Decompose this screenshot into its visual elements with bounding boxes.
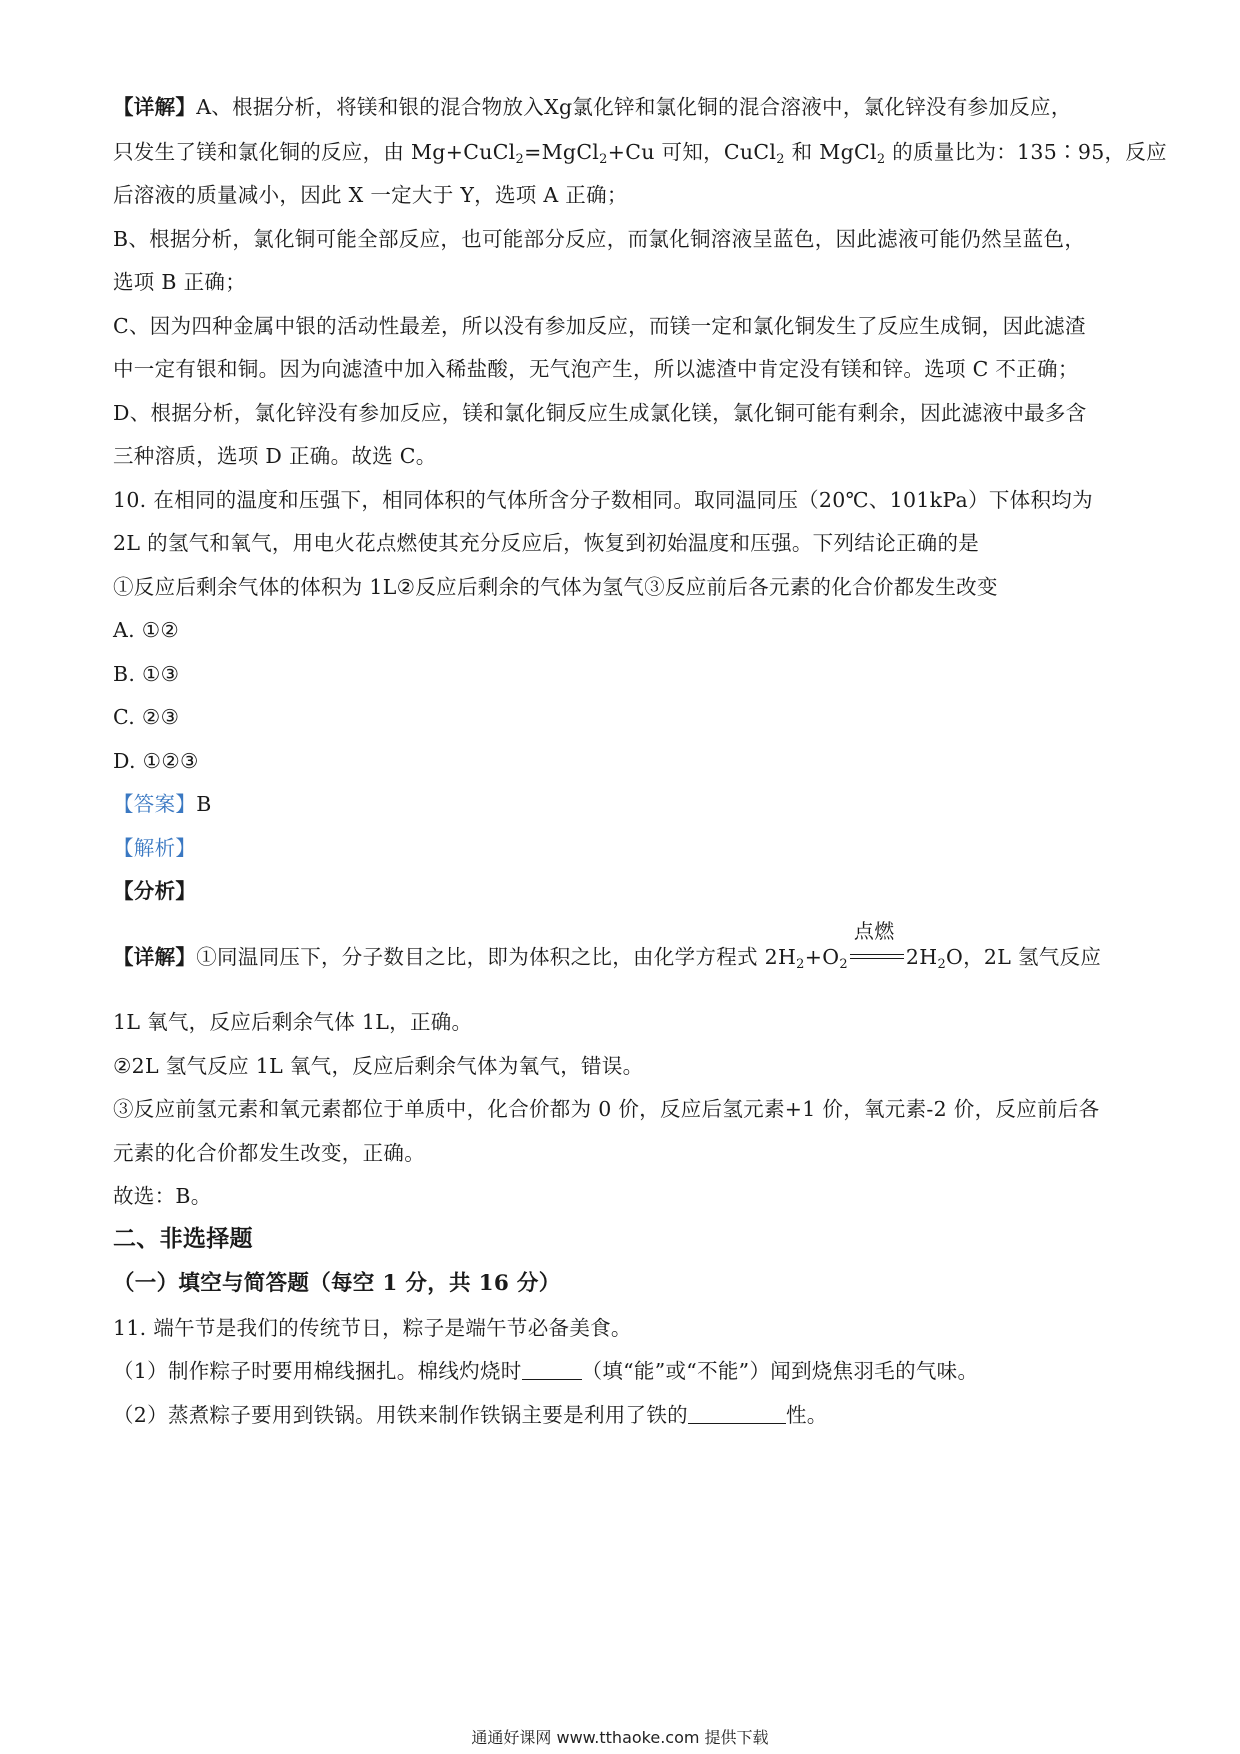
question-10-line-2: 2L 的氢气和氧气，用电火花点燃使其充分反应后，恢复到初始温度和压强。下列结论正确的是 [113,531,980,555]
option-c: C. ②③ [113,705,180,729]
answer-blank-2[interactable] [688,1403,786,1424]
question-10-line-1: 10. 在相同的温度和压强下，相同体积的气体所含分子数相同。取同温同压（20℃、101kPa）下体积均为 [113,488,1093,512]
answer-blank-1[interactable] [522,1359,582,1380]
section-2a-heading: （一）填空与简答题（每空 1 分，共 16 分） [113,1271,561,1296]
question-11: 11. 端午节是我们的传统节日，粽子是端午节必备美食。 [113,1316,632,1340]
chemical-equation: $2H_2+O_2$ 点燃 $2H_2O$ [765,942,964,980]
answer-tag: 【答案】 [113,792,197,816]
detail2-line-1: 【详解】①同温同压下，分子数目之比，即为体积之比，由化学方程式 $2H_2+O_2$ 点燃 $2H_2O$，2L 氢气反应 [113,942,1101,980]
answer-value: B [196,792,212,816]
detail-tag: 【详解】 [113,95,197,119]
detail2-line-5: 元素的化合价都发生改变，正确。 [113,1141,425,1165]
reaction-condition: 点燃 [853,919,895,943]
option-b: B. ①③ [113,662,180,686]
detail-line-6: C、因为四种金属中银的活动性最差，所以没有参加反应，而镁一定和氯化铜发生了反应生成铜，因此滤渣 [113,314,1086,338]
detail-line-3: 后溶液的质量减小，因此 X 一定大于 Y，选项 A 正确； [113,183,628,207]
answer-line [113,789,212,819]
analysis-tag: 【解析】 [113,836,197,860]
detail2-line-4: ③反应前氢元素和氧元素都位于单质中，化合价都为 0 价，反应后氢元素+1 价，氧元素-2 价，反应前后各 [113,1097,1100,1121]
detail2-line-6: 故选：B。 [113,1184,212,1208]
page-footer: 通通好课网 www.tthaoke.com 提供下载 [471,1728,769,1747]
fenxi-tag: 【分析】 [113,879,197,903]
detail2-tag: 【详解】 [113,945,197,969]
question-11-part-2: （2）蒸煮粽子要用到铁锅。用铁来制作铁锅主要是利用了铁的 性。 [113,1403,828,1427]
detail-line-5: 选项 B 正确； [113,270,246,294]
option-d: D. ①②③ [113,749,199,773]
option-a: A. ①② [113,618,180,642]
detail2-line-2: 1L 氧气，反应后剩余气体 1L，正确。 [113,1010,473,1034]
detail-line-7: 中一定有银和铜。因为向滤渣中加入稀盐酸，无气泡产生，所以滤渣中肯定没有镁和锌。选项 C 不正确； [113,357,1079,381]
detail2-line-3: ②2L 氢气反应 1L 氧气，反应后剩余气体为氧气，错误。 [113,1054,644,1078]
section-2-heading: 二、非选择题 [113,1225,253,1252]
question-11-part-1: （1）制作粽子时要用棉线捆扎。棉线灼烧时 （填“能”或“不能”）闻到烧焦羽毛的气味。 [113,1359,979,1383]
detail-line-1: 【详解】A、根据分析，将镁和银的混合物放入Xg氯化锌和氯化铜的混合溶液中，氯化锌没有参加反应， [113,95,1072,119]
detail-line-8: D、根据分析，氯化锌没有参加反应，镁和氯化铜反应生成氯化镁，氯化铜可能有剩余，因此滤液中最多含 [113,401,1087,425]
detail-line-9: 三种溶质，选项 D 正确。故选 C。 [113,444,437,468]
detail-line-2: 只发生了镁和氯化铜的反应，由 Mg+CuCl$_2$=MgCl$_2$+Cu 可知，CuCl$_2$ 和 MgCl$_2$ 的质量比为：135∶95，反应 [113,140,1167,167]
detail-line-4: B、根据分析，氯化铜可能全部反应，也可能部分反应，而氯化铜溶液呈蓝色，因此滤液可能仍然呈蓝色， [113,227,1086,251]
reaction-arrow [848,919,906,972]
question-10-line-3: ①反应后剩余气体的体积为 1L②反应后剩余的气体为氢气③反应前后各元素的化合价都发生改变 [113,575,998,599]
